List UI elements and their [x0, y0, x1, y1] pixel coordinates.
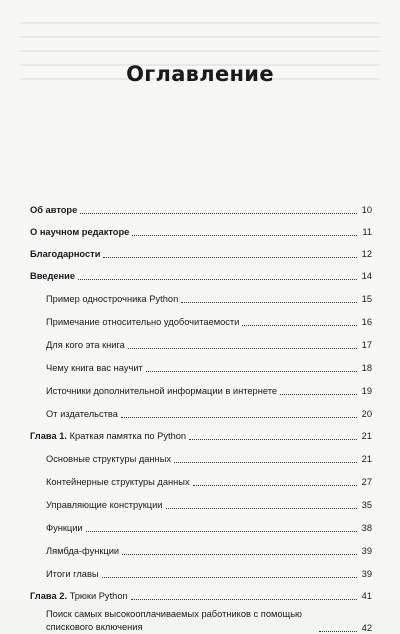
toc-entry-label: Благодарности	[30, 249, 101, 259]
toc-page-number: 17	[361, 340, 372, 350]
toc-entry-title	[46, 453, 171, 465]
toc-entry-label: Функции	[46, 523, 83, 533]
toc-entry[interactable]	[30, 397, 372, 420]
toc-entry[interactable]	[30, 580, 372, 602]
toc-entry[interactable]	[30, 216, 372, 238]
toc-page-number: 11	[362, 227, 372, 237]
toc-entry-label: От издательства	[46, 409, 118, 419]
toc-entry-title	[46, 499, 163, 511]
toc-entry-label: Источники дополнительной информации в интернете	[46, 386, 278, 396]
dot-leader	[166, 508, 358, 509]
dot-leader	[193, 485, 357, 486]
toc-entry[interactable]	[30, 238, 372, 260]
toc-page-number: 16	[361, 317, 372, 327]
toc-page-number: 21	[361, 454, 372, 464]
toc-page-number: 19	[361, 386, 372, 396]
dot-leader	[122, 554, 357, 555]
toc-entry-title	[46, 339, 125, 351]
toc-entry-label: Для кого эта книга	[46, 340, 125, 350]
toc-entry[interactable]	[30, 442, 372, 465]
toc-entry-title	[46, 316, 239, 328]
toc-entry[interactable]	[30, 604, 372, 634]
dot-leader	[102, 577, 357, 578]
toc-entry[interactable]	[30, 328, 372, 351]
toc-entry[interactable]	[30, 194, 372, 216]
toc-entry-label: Поиск самых высокооплачиваемых работников с помощью спискового включения	[46, 609, 303, 632]
toc-entry-title	[30, 248, 100, 260]
dot-leader	[189, 439, 357, 440]
dot-leader	[181, 302, 357, 303]
toc-entry-title	[46, 408, 118, 420]
dot-leader	[319, 631, 357, 632]
toc-entry-title	[46, 568, 99, 580]
toc-entry-label: Глава 1.	[30, 431, 67, 441]
toc-page-number: 14	[361, 271, 372, 281]
toc-entry[interactable]	[30, 351, 372, 374]
toc-entry-title	[46, 385, 277, 397]
dot-leader	[242, 325, 357, 326]
toc-entry-subtitle: Краткая памятка по Python	[69, 431, 187, 441]
dot-leader	[128, 348, 357, 349]
toc-entry-label: О научном редакторе	[30, 227, 130, 237]
toc-entry-title	[46, 545, 119, 557]
toc-entry-label: Пример однострочника Python	[46, 294, 179, 304]
toc-entry[interactable]	[30, 557, 372, 580]
toc-entry[interactable]	[30, 534, 372, 557]
dot-leader	[103, 257, 357, 258]
toc-page-number: 27	[361, 477, 372, 487]
dot-leader	[280, 394, 357, 395]
dot-leader	[132, 235, 357, 236]
toc-page-number: 38	[361, 523, 372, 533]
toc-entry[interactable]	[30, 511, 372, 534]
toc-entry-title	[46, 293, 178, 305]
toc-entry[interactable]	[30, 305, 372, 328]
toc-page-number: 39	[361, 569, 372, 579]
toc-entry-title	[30, 430, 186, 442]
dot-leader	[121, 417, 357, 418]
toc-entry-label: Примечание относительно удобочитаемости	[46, 317, 240, 327]
toc-entry-title	[30, 226, 129, 238]
table-of-contents	[30, 194, 372, 634]
toc-entry[interactable]	[30, 420, 372, 442]
toc-page-number: 15	[361, 294, 372, 304]
page-title: Оглавление	[126, 62, 274, 86]
toc-entry-title	[46, 362, 143, 374]
toc-page-number: 12	[361, 249, 372, 259]
toc-entry-title	[46, 608, 316, 634]
toc-entry-title	[30, 204, 77, 216]
toc-entry-label: Введение	[30, 271, 76, 281]
toc-page-number: 41	[361, 591, 372, 601]
toc-entry-label: Чему книга вас научит	[46, 363, 143, 373]
dot-leader	[174, 462, 357, 463]
toc-entry[interactable]	[30, 374, 372, 397]
toc-entry[interactable]	[30, 465, 372, 488]
toc-page-number: 18	[361, 363, 372, 373]
toc-entry-label: Итоги главы	[46, 569, 99, 579]
toc-entry[interactable]	[30, 282, 372, 305]
dot-leader	[78, 279, 357, 280]
toc-entry-title	[46, 522, 83, 534]
dot-leader	[80, 213, 357, 214]
toc-entry-label: Контейнерные структуры данных	[46, 477, 190, 487]
toc-page-number: 39	[361, 546, 372, 556]
toc-entry-title	[46, 476, 190, 488]
toc-entry-label: Глава 2.	[30, 591, 67, 601]
toc-page-number: 42	[361, 623, 372, 633]
dot-leader	[86, 531, 357, 532]
toc-page-number: 35	[361, 500, 372, 510]
toc-entry-title	[30, 590, 128, 602]
toc-entry-label: Об авторе	[30, 205, 78, 215]
toc-entry-title	[30, 270, 75, 282]
toc-entry-label: Основные структуры данных	[46, 454, 172, 464]
toc-page-number: 21	[361, 431, 372, 441]
dot-leader	[146, 371, 357, 372]
toc-entry-label: Управляющие конструкции	[46, 500, 163, 510]
toc-page-number: 20	[361, 409, 372, 419]
toc-entry[interactable]	[30, 260, 372, 282]
toc-page-number: 10	[361, 205, 372, 215]
toc-entry-subtitle: Трюки Python	[69, 591, 128, 601]
toc-entry-label: Лямбда-функции	[46, 546, 120, 556]
toc-entry[interactable]	[30, 488, 372, 511]
